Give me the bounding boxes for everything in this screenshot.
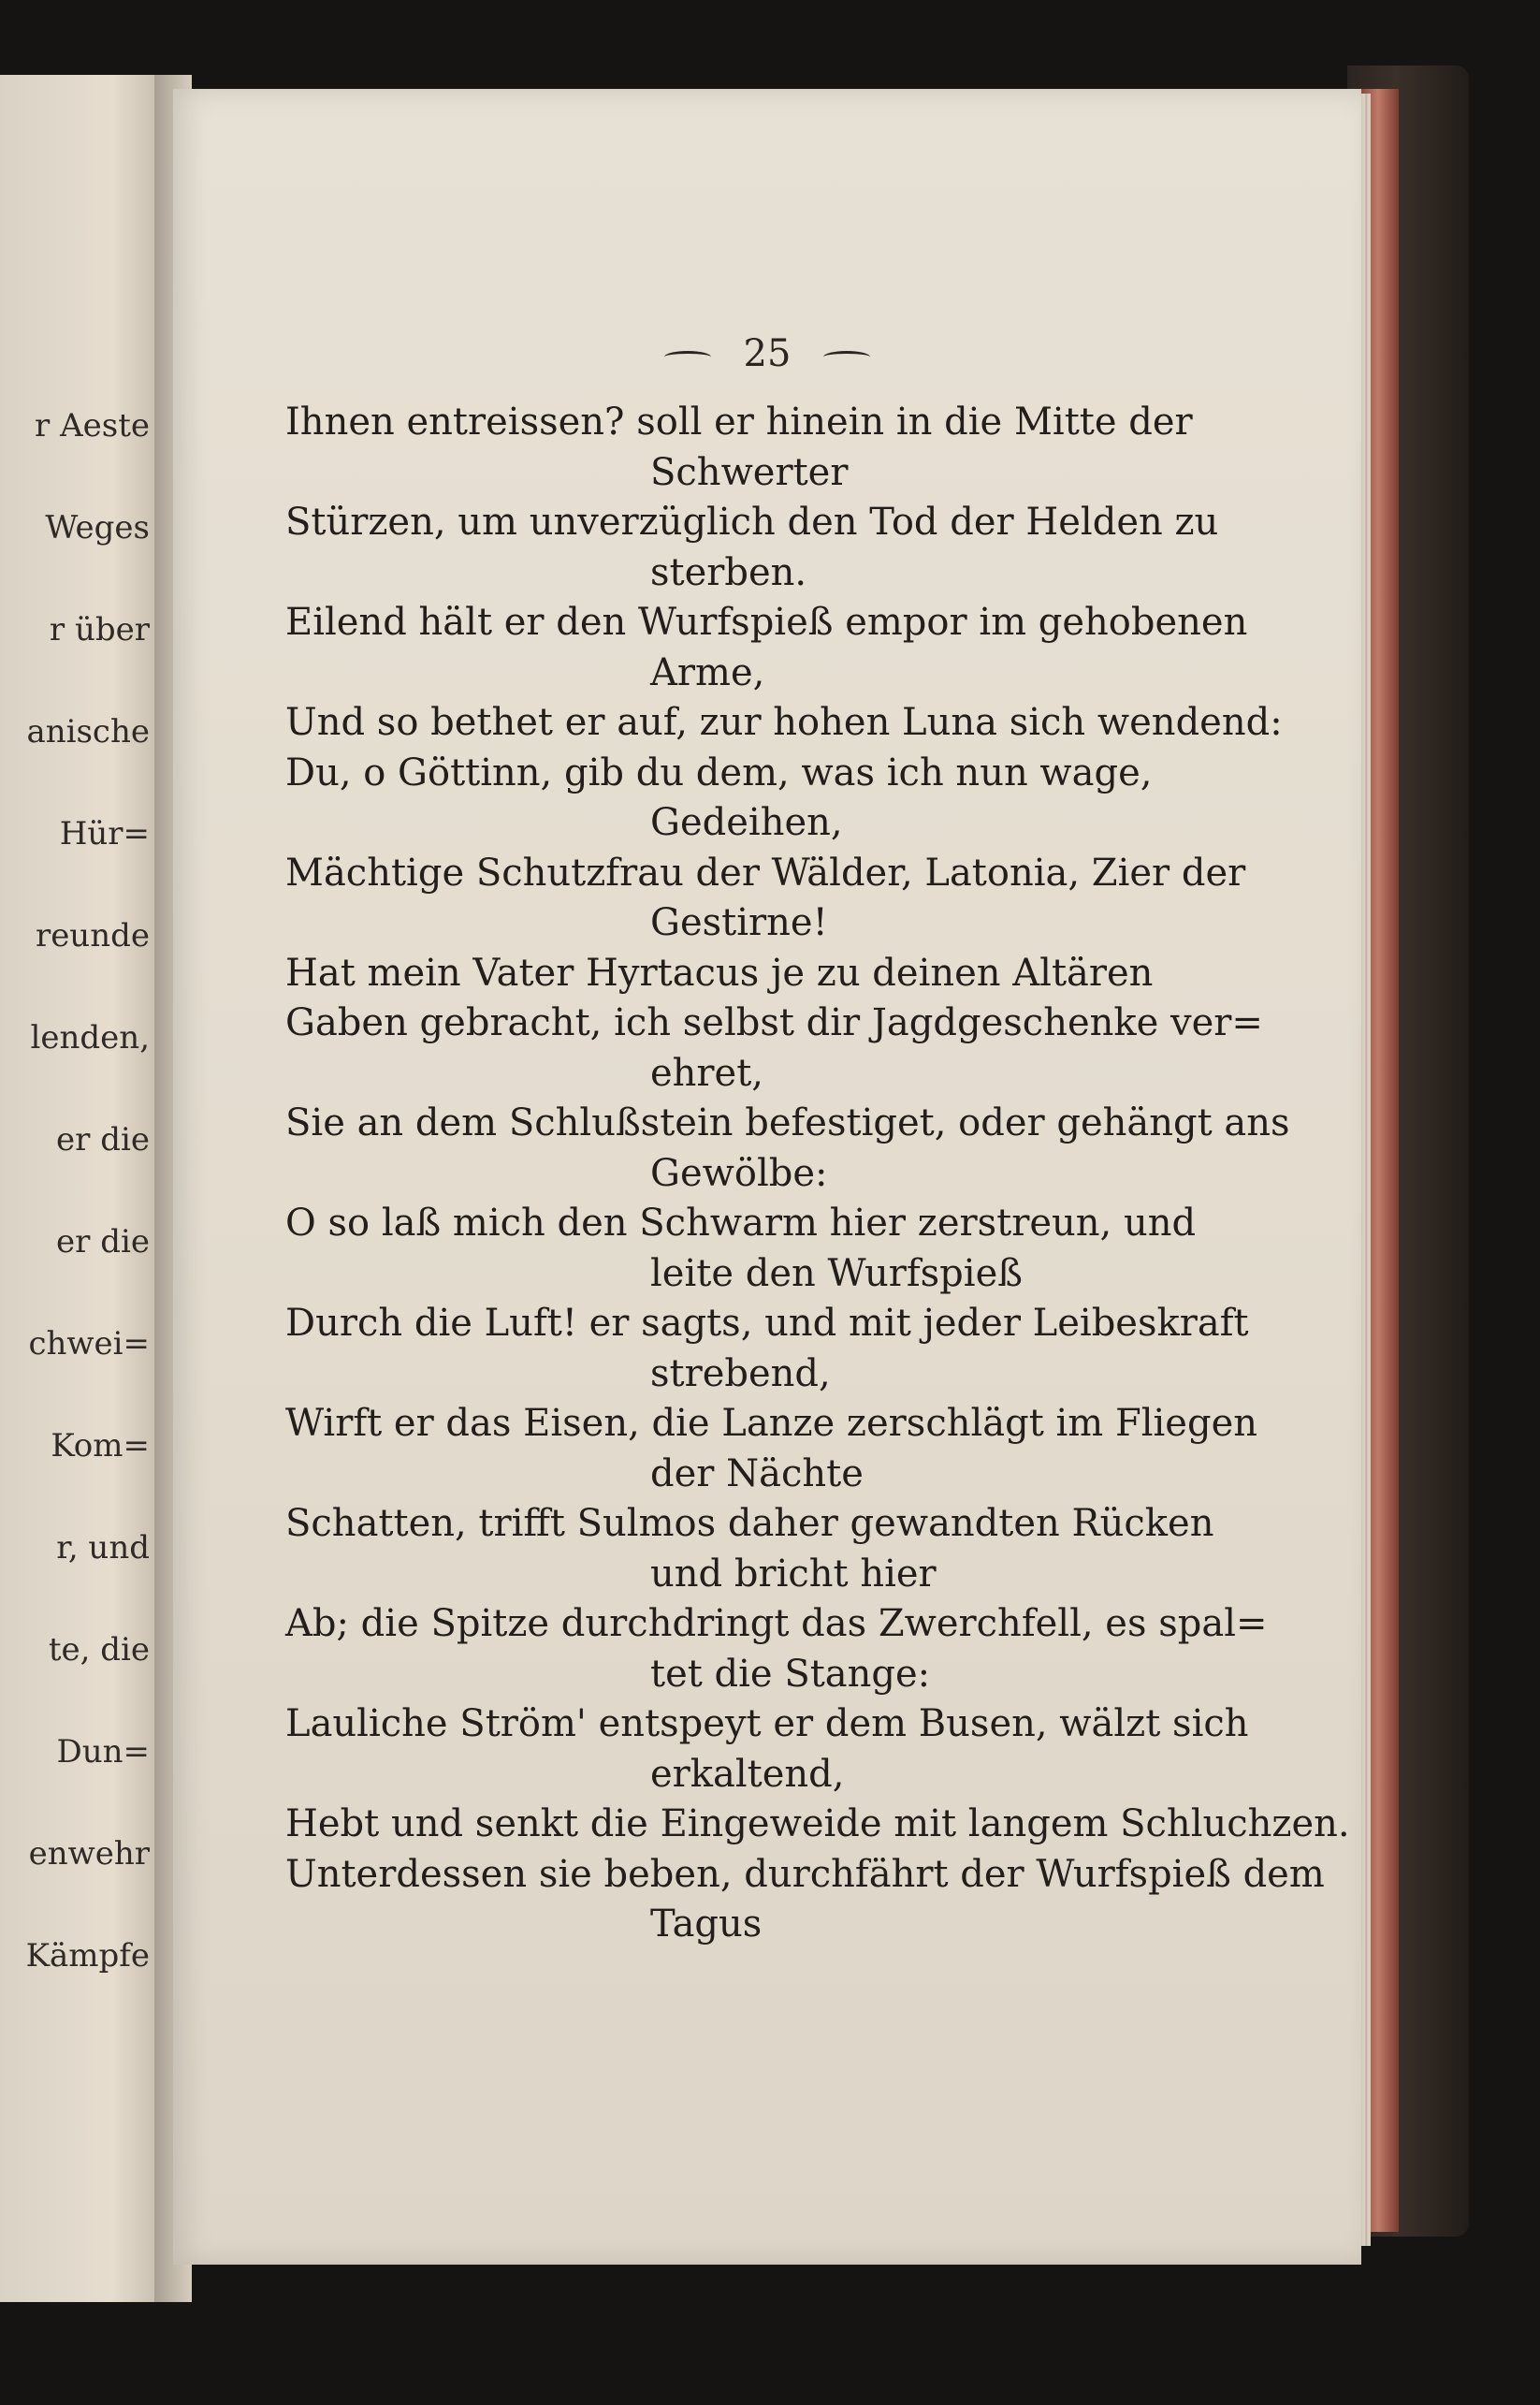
left-page-fragment: enwehr <box>28 1835 150 1873</box>
text-line: Sie an dem Schlußstein befestiget, oder gehängt ans <box>285 1101 1290 1144</box>
ornament-right-icon <box>823 351 870 363</box>
page-number: 25 <box>743 332 792 375</box>
text-line: und bricht hier <box>650 1552 937 1596</box>
text-line: Und so bethet er auf, zur hohen Luna sich wendend: <box>285 701 1283 744</box>
left-page-fragment: reunde <box>35 917 150 955</box>
poem-text <box>285 398 1350 1950</box>
left-page-fragment: te, die <box>48 1631 150 1669</box>
left-page-fragment: Kom= <box>51 1427 150 1465</box>
text-line: Stürzen, um unverzüglich den Tod der Helden zu <box>285 501 1219 544</box>
text-line: Du, o Göttinn, gib du dem, was ich nun wage, <box>285 751 1153 794</box>
text-line: Mächtige Schutzfrau der Wälder, Latonia, Zier der <box>285 851 1246 895</box>
text-line: Ab; die Spitze durchdringt das Zwerchfell, es spal= <box>285 1602 1268 1645</box>
text-line: Ihnen entreissen? soll er hinein in die Mitte der <box>285 401 1193 444</box>
left-page-fragment: Hür= <box>59 815 150 853</box>
left-page-fragment: Weges <box>45 509 150 547</box>
text-line: Unterdessen sie beben, durchfährt der Wurfspieß dem <box>285 1852 1325 1896</box>
left-page-fragment: er die <box>56 1121 150 1159</box>
text-line: Tagus <box>650 1902 763 1946</box>
left-page-fragment: er die <box>56 1223 150 1261</box>
text-line: Schatten, trifft Sulmos daher gewandten Rücken <box>285 1502 1214 1545</box>
left-page-fragment: r, und <box>56 1529 150 1567</box>
text-line: Gewölbe: <box>650 1151 828 1195</box>
text-line: Hat mein Vater Hyrtacus je zu deinen Altären <box>285 951 1154 995</box>
left-page-fragment: chwei= <box>28 1325 150 1363</box>
text-line: O so laß mich den Schwarm hier zerstreun, und <box>285 1202 1197 1245</box>
left-page-fragment: Kämpfe <box>25 1937 150 1975</box>
text-line: Lauliche Ström' entspeyt er dem Busen, wälzt sich <box>285 1702 1249 1745</box>
text-line: Durch die Luft! er sagts, und mit jeder Leibeskraft <box>285 1302 1249 1345</box>
text-line: Gestirne! <box>650 901 828 944</box>
text-line: Gedeihen, <box>650 801 843 844</box>
text-line: ehret, <box>650 1051 764 1095</box>
text-line: Schwerter <box>650 450 849 494</box>
page-header <box>173 332 1361 375</box>
ornament-left-icon <box>664 351 711 363</box>
text-line: tet die Stange: <box>650 1652 931 1696</box>
text-line: strebend, <box>650 1351 831 1395</box>
text-line: Eilend hält er den Wurfspieß empor im gehobenen <box>285 601 1248 644</box>
text-line: erkaltend, <box>650 1752 845 1796</box>
text-line: sterben. <box>650 550 807 594</box>
left-page <box>0 75 159 2302</box>
text-line: leite den Wurfspieß <box>650 1251 1023 1295</box>
right-page <box>173 89 1361 2265</box>
text-line: Arme, <box>650 650 765 694</box>
left-page-fragment: Dun= <box>56 1733 150 1771</box>
text-line: der Nächte <box>650 1451 864 1495</box>
left-page-fragment: lenden, <box>30 1019 150 1057</box>
text-line: Gaben gebracht, ich selbst dir Jagdgeschenke ver= <box>285 1001 1263 1044</box>
left-page-fragment: r Aeste <box>35 407 150 445</box>
text-line: Wirft er das Eisen, die Lanze zerschlägt im Fliegen <box>285 1402 1258 1445</box>
left-page-fragment: anische <box>26 713 150 751</box>
text-line: Hebt und senkt die Eingeweide mit langem Schluchzen. <box>285 1802 1350 1845</box>
left-page-fragment: r über <box>49 611 150 649</box>
